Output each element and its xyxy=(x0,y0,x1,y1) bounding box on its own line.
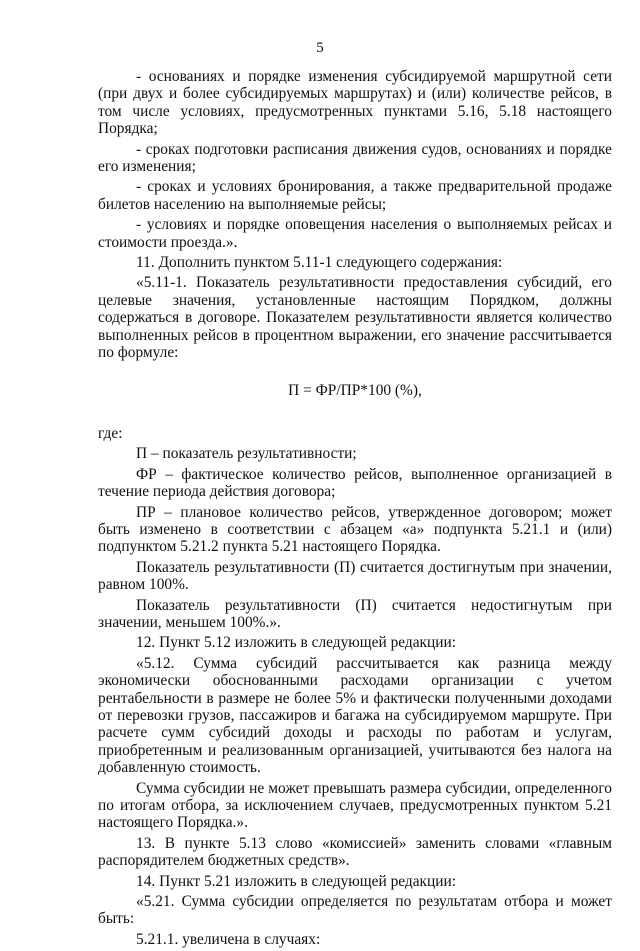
paragraph-notification: - условиях и порядке оповещения населения о выполняемых рейсах и стоимости проезда.». xyxy=(98,216,612,251)
page-number: 5 xyxy=(316,40,324,56)
definition-fr: ФР – фактическое количество рейсов, выполненное организацией в течение периода действия договора; xyxy=(98,465,612,501)
paragraph-booking: - сроках и условиях бронирования, а также предварительной продаже билетов населению на выполняемые рейсы; xyxy=(98,178,612,213)
paragraph-achieved: Показатель результативности (П) считается достигнутым при значении, равном 100%. xyxy=(98,558,612,594)
paragraph-5-21: «5.21. Сумма субсидии определяется по результатам отбора и может быть: xyxy=(98,893,612,928)
definition-p: П – показатель результативности; xyxy=(136,445,357,463)
paragraph-item-12: 12. Пункт 5.12 изложить в следующей редакции: xyxy=(136,634,457,652)
formula: П = ФР/ПР*100 (%), xyxy=(288,381,422,399)
paragraph-route-network: - основаниях и порядке изменения субсидируемой маршрутной сети (при двух и более субсидируемых маршрутах) и (или) количестве рейсов, в том числе условиях, предусмотренных пунктами 5.16, 5.18 настоящего Порядка; xyxy=(98,68,612,138)
paragraph-item-11: 11. Дополнить пунктом 5.11-1 следующего содержания: xyxy=(136,254,503,272)
paragraph-item-13: 13. В пункте 5.13 слово «комиссией» заменить словами «главным распорядителем бюджетных средств». xyxy=(98,834,612,870)
definition-pr: ПР – плановое количество рейсов, утвержденное договором; может быть изменено в соответствии с абзацем «а» подпункта 5.21.1 и (или) подпунктом 5.21.2 пункта 5.21 настоящего Порядка. xyxy=(98,503,612,556)
paragraph-schedule: - сроках подготовки расписания движения судов, основаниях и порядке его изменения; xyxy=(98,140,612,176)
paragraph-subsidy-limit: Сумма субсидии не может превышать размера субсидии, определенного по итогам отбора, за исключением случаев, предусмотренных пунктом 5.21 настоящего Порядка.». xyxy=(98,779,612,832)
paragraph-5-21-1: 5.21.1. увеличена в случаях: xyxy=(136,930,321,948)
document-body xyxy=(98,68,612,951)
paragraph-where: где: xyxy=(98,424,123,442)
paragraph-5-11-1: «5.11-1. Показатель результативности предоставления субсидий, его целевые значения, установленные настоящим Порядком, должны содержаться в договоре. Показателем результативности является количество выполненных рейсов в процентном выражении, его значение рассчитывается по формуле: xyxy=(98,274,612,362)
paragraph-not-achieved: Показатель результативности (П) считается недостигнутым при значении, меньшем 100%.». xyxy=(98,596,612,631)
paragraph-item-14: 14. Пункт 5.21 изложить в следующей редакции: xyxy=(136,872,457,890)
paragraph-5-12: «5.12. Сумма субсидий рассчитывается как разница между экономически обоснованными расходами организации с учетом рентабельности в размере не более 5% и фактически полученными доходами от перевозки грузов, пассажиров и багажа на субсидируемом маршруте. При расчете сумм субсидий доходы и расходы по работам и услугам, приобретенным и реализованным организацией, учитываются без налога на добавленную стоимость. xyxy=(98,654,612,777)
